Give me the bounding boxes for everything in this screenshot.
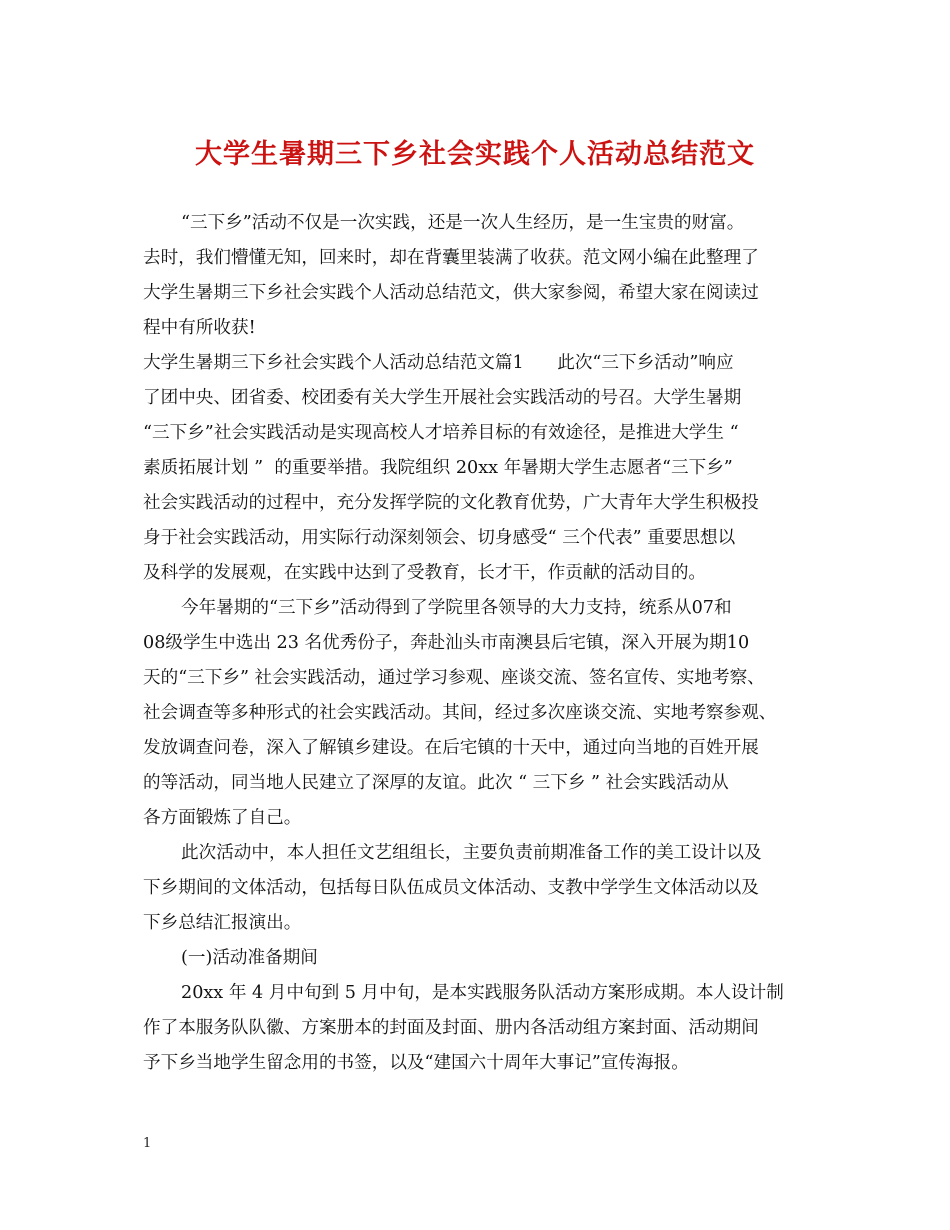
text-line: 去时，我们懵懂无知，回来时，却在背囊里装满了收获。范文网小编在此整理了	[143, 248, 759, 268]
text-line: 下乡总结汇报演出。	[143, 913, 302, 933]
document-title: 大学生暑期三下乡社会实践个人活动总结范文	[195, 139, 755, 170]
text-line: 的等活动，同当地人民建立了深厚的友谊。此次 “ 三下乡 ” 社会实践活动从	[143, 773, 729, 793]
text-line: 此次活动中，本人担任文艺组组长，主要负责前期准备工作的美工设计以及	[181, 843, 762, 863]
page-number: 1	[143, 1136, 152, 1151]
text-line: 作了本服务队队徽、方案册本的封面及封面、册内各活动组方案封面、活动期间	[143, 1018, 759, 1038]
text-line: 发放调查问卷，深入了解镇乡建设。在后宅镇的十天中，通过向当地的百姓开展	[143, 738, 759, 758]
text-line: 及科学的发展观，在实践中达到了受教育，长才干，作贡献的活动目的。	[143, 563, 707, 583]
document-body	[143, 206, 823, 1081]
text-line: 了团中央、团省委、校团委有关大学生开展社会实践活动的号召。大学生暑期	[143, 388, 742, 408]
text-line: 天的“三下乡” 社会实践活动，通过学习参观、座谈交流、签名宣传、实地考察、	[143, 668, 765, 688]
text-line: 下乡期间的文体活动，包括每日队伍成员文体活动、支教中学学生文体活动以及	[143, 878, 759, 898]
text-line: “三下乡”活动不仅是一次实践，还是一次人生经历，是一生宝贵的财富。	[181, 213, 745, 233]
text-line: 20xx 年 4 月中旬到 5 月中旬，是本实践服务队活动方案形成期。本人设计制	[181, 983, 784, 1003]
text-line: 素质拓展计划 ” 的重要举措。我院组织 20xx 年暑期大学生志愿者“三下乡”	[143, 458, 733, 478]
text-line: 各方面锻炼了自己。	[143, 808, 302, 828]
text-line: (一)活动准备期间	[181, 948, 318, 968]
text-line: 今年暑期的“三下乡”活动得到了学院里各领导的大力支持，统系从07和	[181, 598, 732, 618]
text-line: 予下乡当地学生留念用的书签，以及“建国六十周年大事记”宣传海报。	[143, 1053, 689, 1073]
text-line: 社会调查等多种形式的社会实践活动。其间，经过多次座谈交流、实地考察参观、	[143, 703, 777, 723]
text-line: 大学生暑期三下乡社会实践个人活动总结范文篇1 此次“三下乡活动”响应	[143, 353, 734, 373]
text-line: 大学生暑期三下乡社会实践个人活动总结范文，供大家参阅，希望大家在阅读过	[143, 283, 759, 303]
text-line: “三下乡”社会实践活动是实现高校人才培养目标的有效途径，是推进大学生 “	[143, 423, 739, 443]
text-line: 08级学生中选出 23 名优秀份子，奔赴汕头市南澳县后宅镇，深入开展为期10	[143, 633, 750, 653]
text-line: 程中有所收获!	[143, 318, 256, 338]
text-line: 社会实践活动的过程中，充分发挥学院的文化教育优势，广大青年大学生积极投	[143, 493, 759, 513]
text-line: 身于社会实践活动，用实际行动深刻领会、切身感受“ 三个代表” 重要思想以	[143, 528, 736, 548]
